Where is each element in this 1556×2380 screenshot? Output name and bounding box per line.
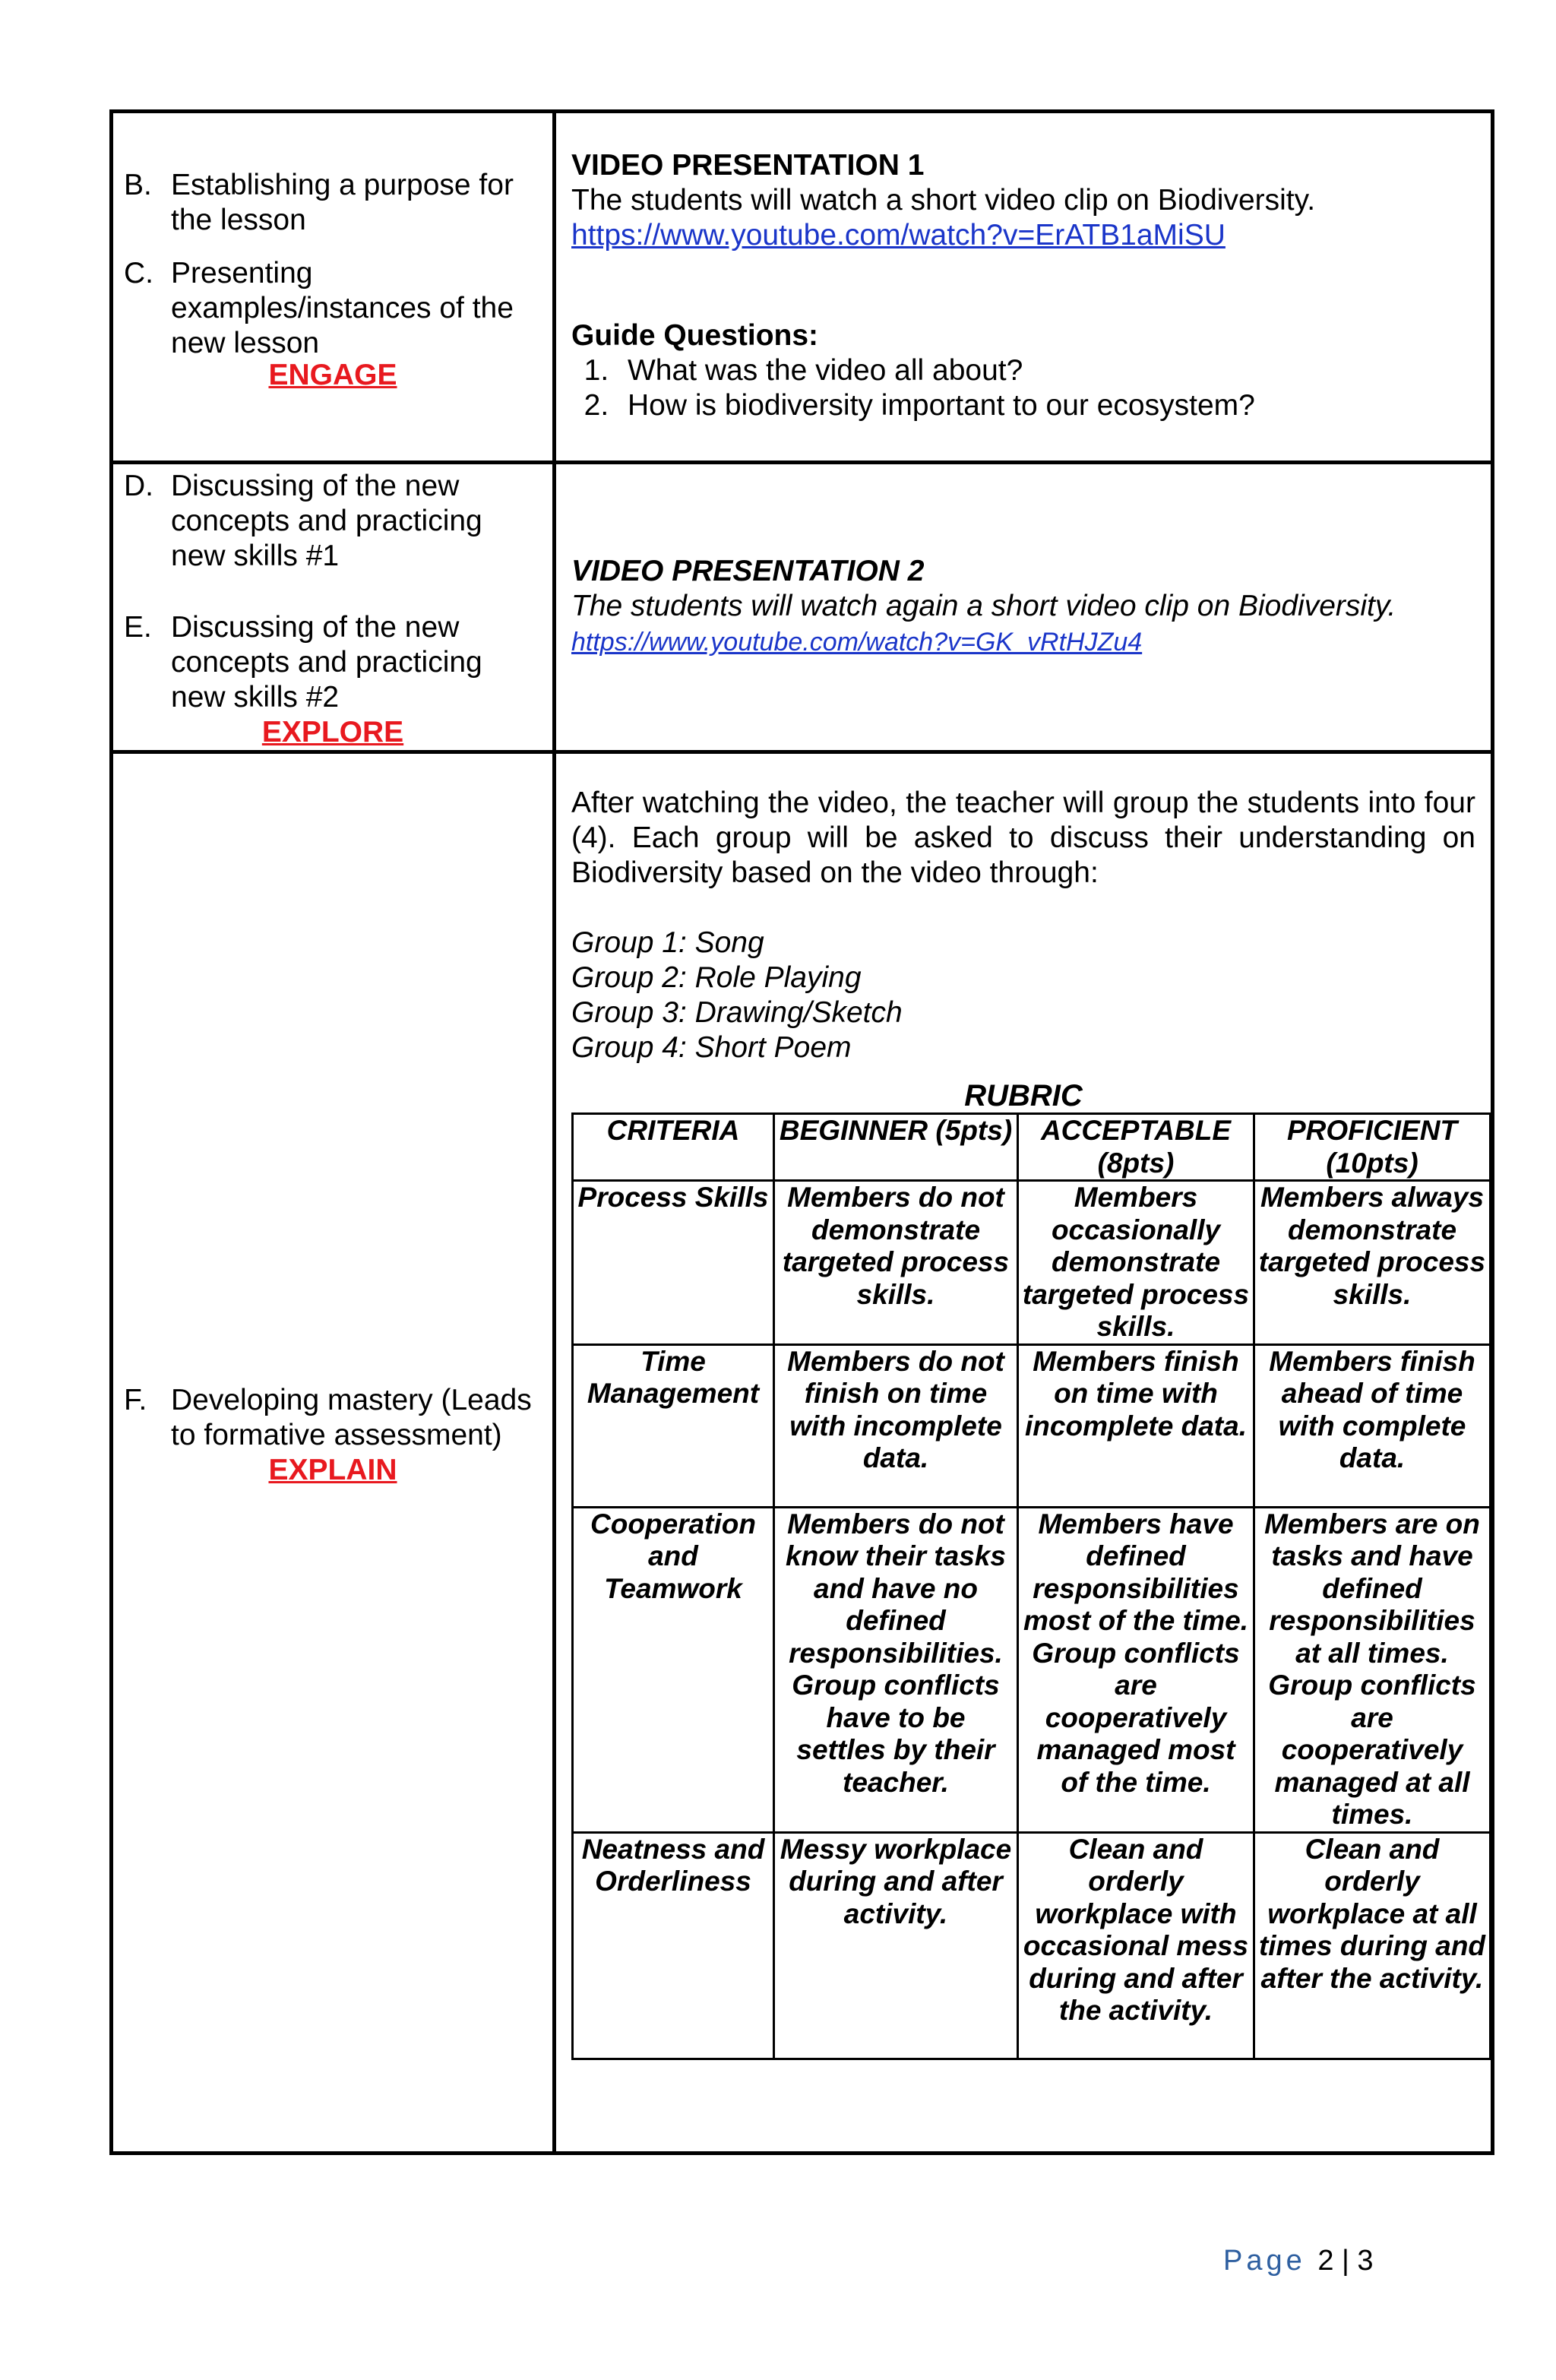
left-cell — [112, 112, 555, 463]
rubric-cell: Time Management — [573, 1344, 774, 1507]
item-text: Discussing of the new concepts and practicing new skills #1 — [171, 470, 482, 572]
rubric-cell: Members finish ahead of time with complete data. — [1254, 1344, 1491, 1507]
list-item — [113, 168, 552, 238]
rubric-table — [571, 1112, 1491, 2060]
rubric-header-cell: PROFICIENT (10pts) — [1254, 1114, 1491, 1181]
list-item — [113, 256, 552, 361]
instructions-paragraph: After watching the video, the teacher will group the students into four (4). Each group will be asked to discuss their understanding on Biodiversity based on the video through: — [571, 786, 1475, 889]
table-row — [112, 463, 1493, 752]
list-item: 1. What was the video all about? — [617, 353, 1475, 388]
list-item: 2. How is biodiversity important to our ecosystem? — [617, 388, 1475, 423]
explain-label: EXPLAIN — [268, 1454, 397, 1486]
rubric-cell: Neatness and Orderliness — [573, 1832, 774, 2059]
item-letter: B. — [124, 169, 152, 201]
lesson-plan-table — [109, 109, 1494, 2155]
section-text: The students will watch again a short video clip on Biodiversity. — [571, 590, 1396, 622]
rubric-cell: Messy workplace during and after activity. — [774, 1832, 1018, 2059]
section-heading: VIDEO PRESENTATION 2 — [571, 555, 925, 587]
explore-label: EXPLORE — [261, 716, 404, 748]
rubric-row — [573, 1344, 1491, 1507]
page-footer — [1223, 2245, 1374, 2277]
right-cell — [555, 463, 1493, 752]
left-cell — [112, 463, 555, 752]
rubric-header-cell: CRITERIA — [573, 1114, 774, 1181]
right-cell — [555, 112, 1493, 463]
rubric-cell: Members always demonstrate targeted process skills. — [1254, 1181, 1491, 1345]
item-letter: E. — [124, 611, 152, 644]
rubric-cell: Clean and orderly workplace with occasional mess during and after the activity. — [1018, 1832, 1254, 2059]
list-item: Group 2: Role Playing — [571, 961, 862, 994]
rubric-header-cell: BEGINNER (5pts) — [774, 1114, 1018, 1181]
guide-questions-title: Guide Questions: — [571, 319, 819, 352]
item-text: Establishing a purpose for the lesson — [171, 169, 514, 236]
left-cell — [112, 752, 555, 2154]
rubric-cell: Members do not finish on time with incomplete data. — [774, 1344, 1018, 1507]
table-row — [112, 752, 1493, 2154]
engage-label: ENGAGE — [268, 359, 397, 391]
rubric-row — [573, 1181, 1491, 1345]
list-item — [113, 469, 552, 574]
group-list — [571, 926, 1475, 1065]
page-number: 2 | 3 — [1317, 2245, 1374, 2277]
list-item: Group 4: Short Poem — [571, 1031, 852, 1064]
rubric-header-cell: ACCEPTABLE (8pts) — [1018, 1114, 1254, 1181]
item-letter: D. — [124, 470, 153, 502]
rubric-cell: Cooperation and Teamwork — [573, 1507, 774, 1832]
list-item: Group 1: Song — [571, 926, 764, 959]
rubric-title: RUBRIC — [964, 1079, 1083, 1112]
video-link[interactable]: https://www.youtube.com/watch?v=GK_vRtHJZu4 — [571, 628, 1143, 657]
rubric-cell: Members have defined responsibilities most of the time. Group conflicts are cooperatively managed most of the time. — [1018, 1507, 1254, 1832]
item-text: Discussing of the new concepts and practicing new skills #2 — [171, 611, 482, 714]
video-link[interactable]: https://www.youtube.com/watch?v=ErATB1aMiSU — [571, 219, 1226, 252]
item-letter: C. — [124, 257, 153, 290]
section-text: The students will watch a short video clip on Biodiversity. — [571, 184, 1316, 217]
item-text: Developing mastery (Leads to formative assessment) — [171, 1384, 532, 1451]
rubric-cell: Process Skills — [573, 1181, 774, 1345]
rubric-cell: Members finish on time with incomplete data. — [1018, 1344, 1254, 1507]
rubric-row — [573, 1832, 1491, 2059]
item-text: Presenting examples/instances of the new lesson — [171, 257, 514, 359]
section-heading: VIDEO PRESENTATION 1 — [571, 149, 925, 182]
item-letter: F. — [124, 1384, 147, 1416]
list-item: Group 3: Drawing/Sketch — [571, 996, 903, 1029]
rubric-header-row — [573, 1114, 1491, 1181]
rubric-row — [573, 1507, 1491, 1832]
right-cell — [555, 752, 1493, 2154]
rubric-cell: Members do not demonstrate targeted process skills. — [774, 1181, 1018, 1345]
list-item — [113, 1383, 552, 1453]
rubric-cell: Members do not know their tasks and have no defined responsibilities. Group conflicts have to be settles by their teacher. — [774, 1507, 1018, 1832]
rubric-cell: Members occasionally demonstrate targeted process skills. — [1018, 1181, 1254, 1345]
guide-questions-list — [571, 353, 1475, 423]
rubric-cell: Clean and orderly workplace at all times during and after the activity. — [1254, 1832, 1491, 2059]
table-row — [112, 112, 1493, 463]
rubric-cell: Members are on tasks and have defined responsibilities at all times. Group conflicts are cooperatively managed at all times. — [1254, 1507, 1491, 1832]
list-item — [113, 610, 552, 715]
page-label: Page — [1223, 2245, 1306, 2277]
